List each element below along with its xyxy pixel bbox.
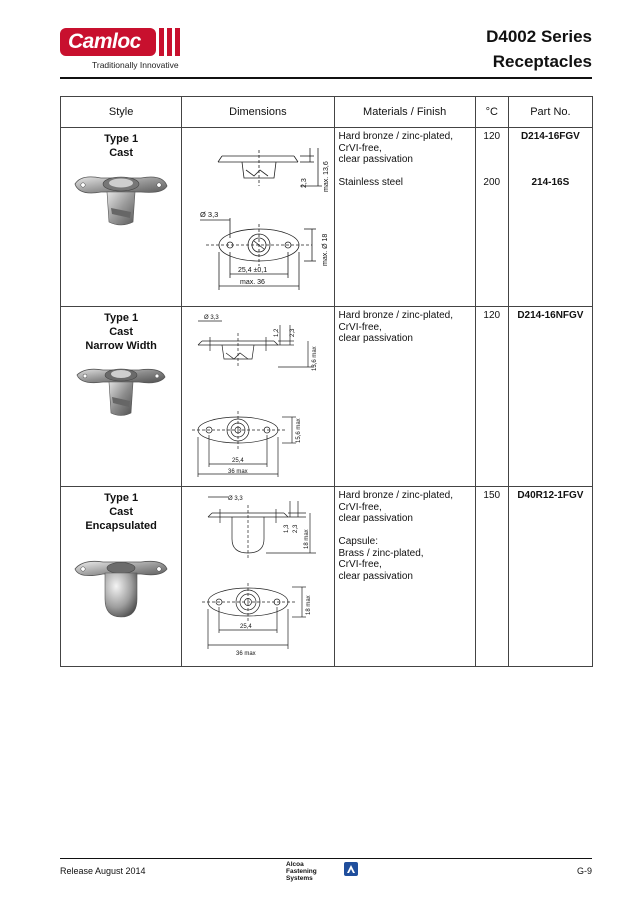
material-line: clear passivation [338,333,413,344]
style-variant: Narrow Width [85,340,157,352]
table-row [61,487,593,667]
column-header-materials: Materials / Finish [334,97,475,128]
table-header-row [61,97,593,128]
dim-h2-label: 2,3 [293,524,300,533]
style-variant: Cast [109,506,134,518]
dim-span-label: 25,4 ±0,1 [238,267,268,274]
receptacle-photo [71,555,171,621]
temperature-cell [475,128,508,307]
style-type: Type 1 [104,492,139,504]
table-row [61,128,593,307]
material-line: CrVI-free, [338,142,382,154]
column-header-style: Style [61,97,182,128]
dim-width-label: max. 36 [240,279,266,286]
dim-width-label: 36 max [236,651,256,657]
material-line: Stainless steel [338,177,403,188]
dimension-drawing [182,487,334,662]
material-line: Brass / zinc-plated, [338,547,424,559]
part-number: D214-16FGV [520,131,580,142]
material-line: CrVI-free, [338,321,382,333]
temperature-value: 150 [483,490,501,501]
dimension-drawing [182,307,334,482]
material-line: Hard bronze / zinc-plated, [338,310,454,321]
release-date: Release August 2014 [60,866,146,876]
dim-width-label: 36 max [228,469,248,475]
column-header-temperature: °C [475,97,508,128]
dimensions-drawing-cell [182,307,334,487]
alcoa-line: Systems [286,875,313,882]
series-title: D4002 Series [486,27,592,46]
camloc-logo [60,28,188,76]
dim-h1-label: 1,3 [284,524,291,533]
material-line: CrVI-free, [338,501,382,513]
dim-h1-label: 1,2 [274,328,281,337]
column-header-dimensions: Dimensions [182,97,334,128]
temperature-cell [475,307,508,487]
page-header [0,0,638,82]
table-row [61,307,593,487]
material-line: clear passivation [338,154,413,165]
dim-hole-label: Ø 3,3 [204,315,219,321]
alcoa-line: Fastening [286,868,317,875]
style-type: Type 1 [104,133,139,145]
style-cell [61,307,182,487]
dim-span-label: 25,4 [232,458,244,464]
part-number: D40R12-1FGV [517,490,584,501]
part-number-cell [508,487,592,667]
dim-h3-label: 18 max [304,529,311,549]
temperature-cell [475,487,508,667]
material-line: clear passivation [338,570,413,582]
material-line [339,166,472,178]
materials-cell [334,128,475,307]
style-cell [61,128,182,307]
material-line: Hard bronze / zinc-plated, [338,131,454,142]
receptacle-photo [71,172,171,234]
style-variant: Encapsulated [85,520,157,532]
header-rule [60,77,592,79]
dim-h2-label: 2,3 [290,328,297,337]
style-cell [61,487,182,667]
dim-span-label: 25,4 [240,624,252,630]
dim-dia-label: max. Ø 18 [322,233,330,266]
part-number-cell [508,307,592,487]
receptacle-photo [71,363,171,425]
logo-brand: Camloc [68,30,141,53]
temperature-value: 120 [483,131,501,142]
part-number-cell [508,128,592,307]
material-line: Hard bronze / zinc-plated, [338,490,454,501]
temperature-value: 200 [483,177,501,188]
dim-hole-label: Ø 3,3 [228,496,243,502]
part-number: D214-16NFGV [517,310,584,321]
alcoa-wordmark [286,861,317,882]
dim-hole-label: Ø 3,3 [200,210,219,219]
column-header-part-no: Part No. [508,97,592,128]
part-number: 214-16S [531,177,570,188]
temperature-value: 120 [483,310,501,321]
dim-h2-label: max. 13,6 [323,161,331,192]
dim-dia-label: 15,6 max [296,418,303,443]
style-variant: Cast [109,326,134,338]
alcoa-line: Alcoa [286,861,304,868]
dimensions-drawing-cell [182,487,334,667]
page-number: G-9 [576,866,592,876]
logo-tagline: Traditionally Innovative [92,60,179,70]
material-line: CrVI-free, [338,559,382,570]
dimension-drawing [182,128,334,302]
material-line: Capsule: [338,536,378,547]
dim-dia-label: 18 max [306,595,313,615]
dim-h3-label: 13,6 max [312,346,319,371]
materials-cell [334,487,475,667]
style-type: Type 1 [104,312,139,324]
materials-cell [334,307,475,487]
category-title: Receptacles [492,52,592,71]
material-line [339,525,472,537]
logo-bars-icon [158,28,186,56]
material-line: clear passivation [338,513,413,524]
alcoa-logo-icon [344,862,358,876]
receptacles-table [60,96,593,667]
dimensions-drawing-cell [182,128,334,307]
dim-h1-label: 2,3 [301,178,309,188]
footer-rule [60,858,592,859]
style-variant: Cast [109,147,134,159]
